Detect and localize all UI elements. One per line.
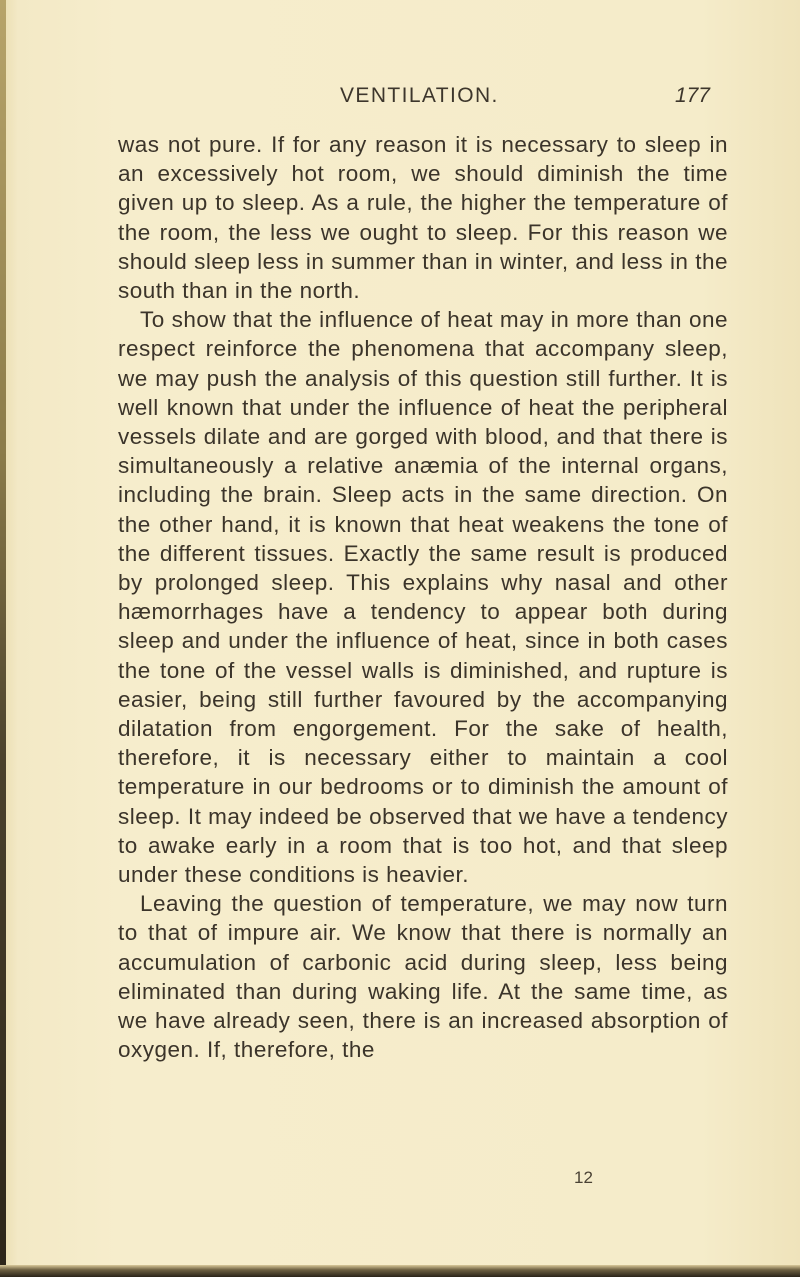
- page-bottom-edge: [0, 1265, 800, 1277]
- signature-mark: 12: [574, 1168, 593, 1187]
- page-binding-edge: [0, 0, 6, 1277]
- page-number: 177: [674, 84, 710, 107]
- paragraph-continued: was not pure. If for any reason it is necessary to sleep in an excessively hot room, we should diminish the time given up to sleep. As a rule, the higher the temperature of the room, the less we ought to sleep. For this reason we should sleep less in summer than in winter, and less in the south than in the north.: [118, 132, 728, 304]
- running-title: VENTILATION.: [340, 84, 499, 107]
- body-text: [118, 130, 728, 1065]
- paragraph-heat-influence: To show that the influence of heat may in more than one respect reinforce the phenomena that accompany sleep, we may push the analysis of this question still further. It is well known that under the influence of heat the peripheral vessels dilate and are gorged with blood, and that there is simultaneously a relative anæmia of the internal organs, including the brain. Sleep acts in the same direction. On the other hand, it is known that heat weakens the tone of the different tissues. Exactly the same result is produced by prolonged sleep. This explains why nasal and other hæmorrhages have a tendency to appear both during sleep and under the influence of heat, since in both cases the tone of the vessel walls is diminished, and rupture is easier, being still further favoured by the accompanying dilatation from engorgement. For the sake of health, therefore, it is necessary either to maintain a cool temperature in our bedrooms or to diminish the amount of sleep. It may indeed be observed that we have a tendency to awake early in a room that is too hot, and that sleep under these conditions is heavier.: [118, 307, 728, 888]
- paragraph-impure-air: Leaving the question of temperature, we may now turn to that of impure air. We know that there is normally an accumulation of carbonic acid during sleep, less being eliminated than during waking life. At the same time, as we have already seen, there is an increased absorption of oxygen. If, therefore, the: [118, 891, 728, 1063]
- page-header: [130, 80, 710, 116]
